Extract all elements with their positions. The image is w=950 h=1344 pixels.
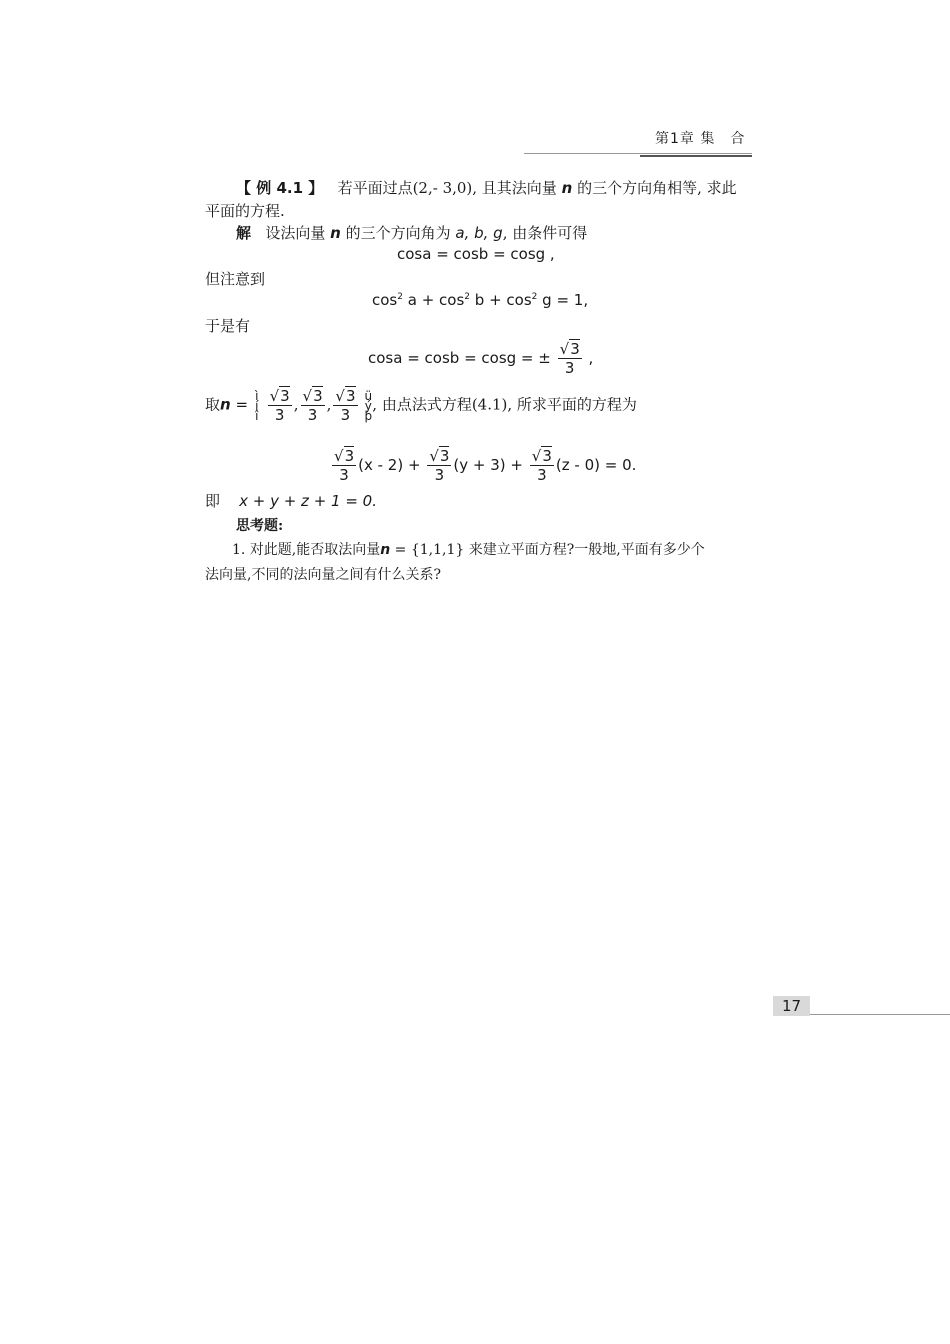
eq3-den: 3 [564, 359, 575, 377]
header-rule-thick [640, 155, 752, 157]
vector-component-1: $\frac{√3}{3}$ [269, 387, 290, 424]
solution-intro-text: 设法向量 [265, 224, 326, 242]
eq4-sqrt-2: 3 [439, 447, 450, 465]
example-line-1 [236, 177, 737, 198]
q1-text: 1. 对此题,能否取法向量 [232, 542, 381, 558]
note-1: 但注意到 [205, 270, 266, 288]
eq2-end: g = 1, [537, 291, 589, 309]
eq4-frac-1: $\frac{√3}{3}$ [334, 447, 355, 484]
eq2-cos-c: b + cos [470, 291, 532, 309]
header-rule [524, 153, 752, 154]
equation-3 [368, 340, 593, 377]
take-n-line: 取n = ì í î $\frac{√3}{3}$ , $\frac{√3}{3}$ , $\frac{√3}{3}$ ü ý þ, 由点法式方程(4.1), 所求平面的方程为 [205, 387, 637, 424]
eq4-den-2: 3 [434, 466, 445, 484]
eq3-left: cosa = cosb = cosg = ± [368, 349, 551, 367]
vc3-den: 3 [340, 406, 351, 424]
problem-text-1: 若平面过点(2,- 3,0), 且其法向量 [337, 179, 557, 197]
solution-intro-mid: 的三个方向角为 [345, 224, 451, 242]
normal-vector-symbol-4: n [380, 542, 391, 558]
eq4-frac-3: $\frac{√3}{3}$ [531, 447, 552, 484]
vc2-den: 3 [307, 406, 318, 424]
example-label: 【 例 4.1 】 [236, 179, 324, 197]
thinking-q1-line1 [232, 539, 705, 559]
solution-intro-end: , 由条件可得 [502, 224, 588, 242]
footer-rule [810, 1014, 950, 1015]
eq2-cos-b: a + cos [402, 291, 465, 309]
problem-text-1-end: 的三个方向角相等, 求此 [577, 179, 737, 197]
take-end: , 由点法式方程(4.1), 所求平面的方程为 [372, 395, 637, 414]
normal-vector-symbol-2: n [330, 224, 341, 242]
solution-label: 解 [236, 224, 252, 242]
eq4-den-1: 3 [339, 466, 349, 484]
eq3-sqrt: 3 [570, 340, 580, 358]
eq2-sup-2: 2 [464, 292, 471, 302]
eq4-frac-2: $\frac{√3}{3}$ [429, 447, 450, 484]
solution-intro [236, 222, 587, 243]
left-brace-icon: ì í î [255, 388, 259, 423]
problem-text-2: 平面的方程. [205, 202, 285, 220]
eq4-den-3: 3 [537, 466, 547, 484]
eq4-term-1: (x - 2) + [358, 456, 421, 474]
eq3-fraction: $\frac{√3}{3}$ [559, 340, 580, 377]
note-2: 于是有 [205, 317, 251, 335]
eq4-term-3: (z - 0) = 0. [555, 456, 637, 474]
right-brace-icon: ü ý þ [364, 388, 373, 423]
result-label: 即 [205, 492, 221, 510]
result-equation: x + y + z + 1 = 0. [239, 492, 377, 510]
equation-2 [372, 291, 588, 309]
chapter-header: 第1章 集 合 [655, 131, 746, 147]
eq3-comma: , [588, 349, 594, 367]
angles: a, b, g [455, 224, 503, 242]
eq4-sqrt-1: 3 [344, 447, 355, 465]
eq2-sup-1: 2 [397, 292, 403, 302]
eq4-sqrt-3: 3 [542, 447, 552, 465]
eq2-cos-a: cos [372, 291, 398, 309]
page-number: 17 [773, 996, 810, 1016]
result-line [205, 490, 377, 511]
thinking-title: 思考题: [236, 518, 284, 534]
vc3-sqrt: 3 [345, 387, 356, 405]
vector-component-2: $\frac{√3}{3}$ [302, 387, 323, 424]
equation-4 [330, 447, 636, 484]
eq4-term-2: (y + 3) + [453, 456, 523, 474]
equation-1: cosa = cosb = cosg , [397, 245, 555, 263]
eq2-sup-3: 2 [531, 292, 538, 302]
vc1-sqrt: 3 [280, 387, 290, 405]
take-label: 取 [205, 395, 221, 414]
q1-vector: = {1,1,1} 来建立平面方程?一般地,平面有多少个 [390, 542, 705, 558]
vector-component-3: $\frac{√3}{3}$ [335, 387, 356, 424]
thinking-q1-line2: 法向量,不同的法向量之间有什么关系? [205, 567, 441, 583]
vc2-sqrt: 3 [313, 387, 323, 405]
vc1-den: 3 [274, 406, 285, 424]
normal-vector-symbol: n [561, 179, 573, 197]
take-equals: = [230, 395, 249, 414]
normal-vector-symbol-3: n [220, 395, 231, 414]
